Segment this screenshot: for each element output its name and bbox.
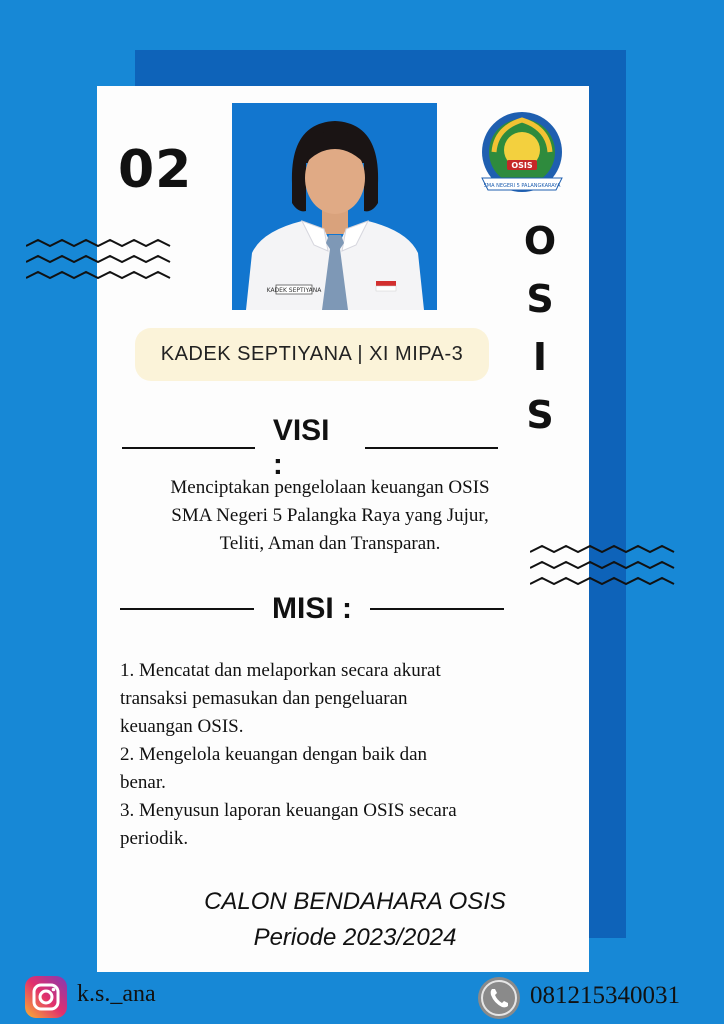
logo-caption: SMA NEGERI 5 PALANGKARAYA	[483, 183, 561, 189]
visi-heading: VISI :	[272, 414, 330, 481]
visi-line: Teliti, Aman dan Transparan.	[219, 533, 441, 554]
misi-line: keuangan OSIS.	[120, 716, 244, 737]
zigzag-decoration-right	[530, 544, 675, 598]
instagram-icon[interactable]	[25, 976, 67, 1018]
misi-line: 3. Menyusun laporan keuangan OSIS secara	[120, 800, 457, 821]
phone-number[interactable]: 081215340031	[530, 982, 680, 1009]
visi-line: Menciptakan pengelolaan keuangan OSIS	[170, 477, 490, 498]
divider-line	[365, 447, 498, 449]
visi-line: SMA Negeri 5 Palangka Raya yang Jujur,	[171, 505, 489, 526]
vertical-osis-title	[520, 212, 560, 444]
visi-text	[110, 474, 550, 558]
photo-name-tag: KADEK SEPTIYANA	[266, 287, 322, 294]
zigzag-decoration-left	[26, 238, 171, 292]
instagram-handle[interactable]: k.s._ana	[77, 981, 156, 1007]
candidate-number: 02	[118, 140, 193, 200]
divider-line	[370, 608, 504, 610]
vertical-letter: S	[526, 277, 554, 321]
misi-line: transaksi pemasukan dan pengeluaran	[120, 688, 408, 709]
misi-heading-row	[120, 592, 510, 626]
candidate-photo	[232, 103, 437, 310]
candidate-role: CALON BENDAHARA OSIS	[204, 888, 506, 915]
candidate-name-pill: KADEK SEPTIYANA | XI MIPA-3	[135, 328, 489, 381]
divider-line	[120, 608, 254, 610]
misi-line: benar.	[120, 772, 166, 793]
visi-heading-row	[122, 414, 498, 482]
vertical-letter: O	[523, 219, 557, 263]
divider-line	[122, 447, 255, 449]
term-period: Periode 2023/2024	[253, 924, 457, 951]
misi-line: 2. Mengelola keuangan dengan baik dan	[120, 744, 428, 765]
misi-heading: MISI :	[272, 592, 352, 625]
phone-icon[interactable]	[478, 977, 520, 1019]
vertical-letter: I	[532, 335, 548, 379]
vertical-letter: S	[526, 393, 554, 437]
misi-line: periodik.	[120, 828, 189, 849]
misi-line: 1. Mencatat dan melaporkan secara akurat	[120, 660, 441, 681]
osis-school-logo	[476, 108, 568, 200]
logo-text: OSIS	[511, 161, 533, 170]
misi-list	[120, 657, 540, 853]
footer-role-block	[150, 884, 560, 956]
